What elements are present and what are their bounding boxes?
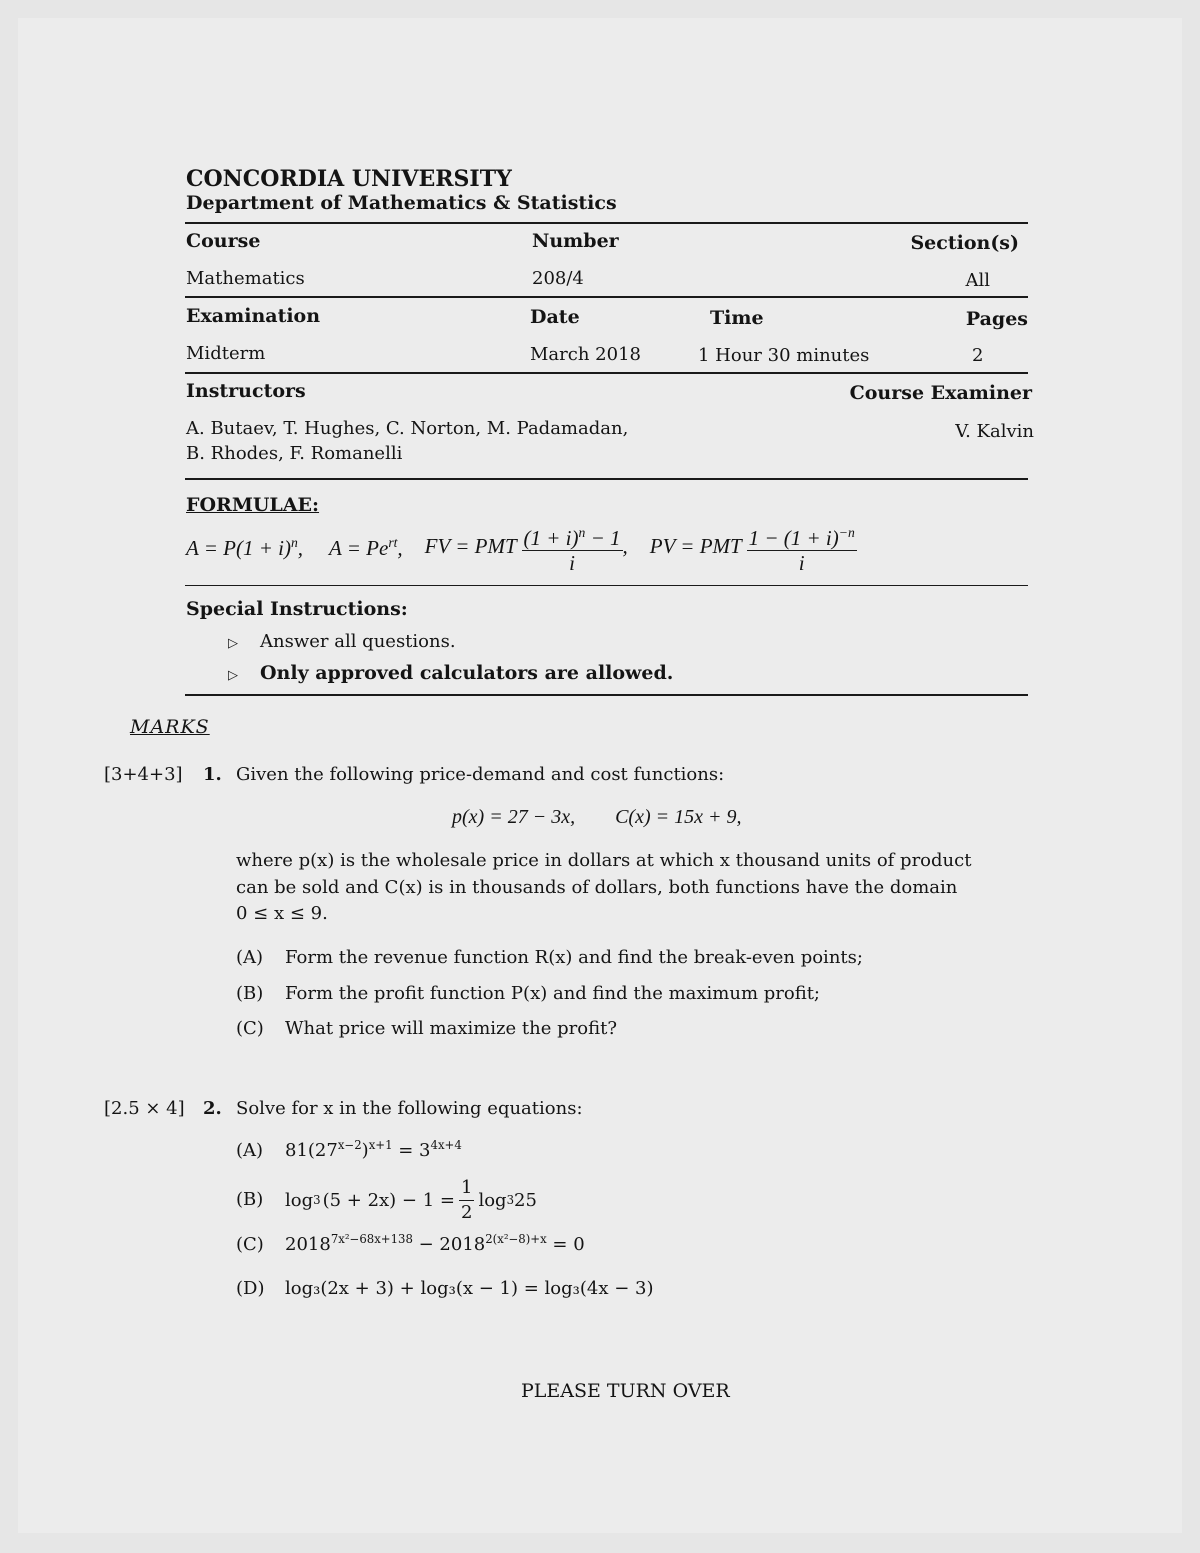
q2-part-d-equation: log₃(2x + 3) + log₃(x − 1) = log₃(4x − 3)	[285, 1278, 654, 1299]
instructors-line-2: B. Rhodes, F. Romanelli	[186, 443, 403, 464]
bullet-icon: ▷	[228, 668, 238, 683]
q1-equation: p(x) = 27 − 3x, C(x) = 15x + 9,	[452, 806, 742, 828]
q2-part-c-equation: $2018^{7x^2-68x+138} - 2018^{2(x^2-8)+x} = 0$	[285, 1232, 585, 1255]
q1-part-label: (B)	[236, 983, 264, 1004]
bullet-icon: ▷	[228, 636, 238, 651]
q2-part-label: (D)	[236, 1278, 265, 1299]
exam-value: Midterm	[186, 343, 266, 364]
q1-part-label: (C)	[236, 1018, 264, 1039]
instructions-title: Special Instructions:	[186, 598, 408, 620]
instructors-line-1: A. Butaev, T. Hughes, C. Norton, M. Padamadan,	[186, 418, 629, 439]
q2-part-label: (B)	[236, 1189, 264, 1210]
future-value-formula: FV = PMT $\frac{(1 + i)^n - 1}{i}$ ,	[425, 521, 628, 575]
q2-part-b-equation: log 3 (5 + 2x) − 1 = $\frac{1}{2}$ log 3 25	[285, 1176, 537, 1223]
instruction-item: Answer all questions.	[260, 631, 456, 652]
q2-part-label: (C)	[236, 1234, 264, 1255]
divider	[185, 694, 1028, 696]
continuous-interest-formula: $A = Pe^{rt}$,	[329, 535, 403, 560]
course-value: Mathematics	[186, 268, 305, 289]
examiner-label: Course Examiner	[849, 382, 1032, 404]
q1-description-line: can be sold and C(x) is in thousands of dollars, both functions have the domain	[236, 877, 958, 898]
compound-interest-formula: $A = P(1 + i)^n$,	[186, 535, 304, 560]
time-label: Time	[710, 307, 764, 329]
q1-part-text: What price will maximize the profit?	[285, 1018, 617, 1039]
pages-label: Pages	[965, 308, 1028, 330]
university-name: CONCORDIA UNIVERSITY	[186, 166, 512, 192]
sections-label: Section(s)	[910, 232, 1019, 254]
date-value: March 2018	[530, 344, 641, 365]
divider	[185, 222, 1028, 224]
q2-part-label: (A)	[236, 1140, 264, 1161]
q1-prompt: Given the following price-demand and cost functions:	[236, 764, 725, 785]
present-value-formula: PV = PMT $\frac{1 - (1 + i)^{-n}}{i}$	[650, 521, 857, 575]
q1-part-text: Form the revenue function R(x) and find the break-even points;	[285, 947, 863, 968]
formulae-title: FORMULAE:	[186, 494, 320, 516]
divider	[185, 478, 1028, 480]
q2-part-a-equation: $81(27^{x-2})^{x+1} = 3^{4x+4}$	[285, 1138, 462, 1161]
q1-part-text: Form the profit function P(x) and find the maximum profit;	[285, 983, 820, 1004]
formulae-line	[186, 522, 857, 574]
q1-part-label: (A)	[236, 947, 264, 968]
divider	[185, 585, 1028, 586]
divider	[185, 296, 1028, 298]
examiner-value: V. Kalvin	[955, 421, 1034, 442]
number-value: 208/4	[532, 268, 584, 289]
sections-value: All	[965, 270, 990, 291]
marks-heading: MARKS	[130, 716, 210, 738]
course-label: Course	[186, 230, 261, 252]
q1-description-line: 0 ≤ x ≤ 9.	[236, 903, 328, 924]
instruction-item: Only approved calculators are allowed.	[260, 662, 674, 684]
pages-value: 2	[972, 345, 984, 366]
divider	[185, 372, 1028, 374]
date-label: Date	[530, 306, 580, 328]
turn-over-note: PLEASE TURN OVER	[521, 1380, 730, 1402]
instructors-label: Instructors	[186, 380, 306, 402]
q1-description-line: where p(x) is the wholesale price in dollars at which x thousand units of product	[236, 850, 972, 871]
q2-prompt: Solve for x in the following equations:	[236, 1098, 583, 1119]
department-name: Department of Mathematics & Statistics	[186, 192, 617, 214]
q2-number: 2.	[203, 1098, 222, 1119]
number-label: Number	[532, 230, 619, 252]
q2-marks: [2.5 × 4]	[104, 1098, 185, 1119]
exam-label: Examination	[186, 305, 321, 327]
q1-marks: [3+4+3]	[104, 764, 183, 785]
time-value: 1 Hour 30 minutes	[698, 345, 870, 366]
q1-number: 1.	[203, 764, 222, 785]
